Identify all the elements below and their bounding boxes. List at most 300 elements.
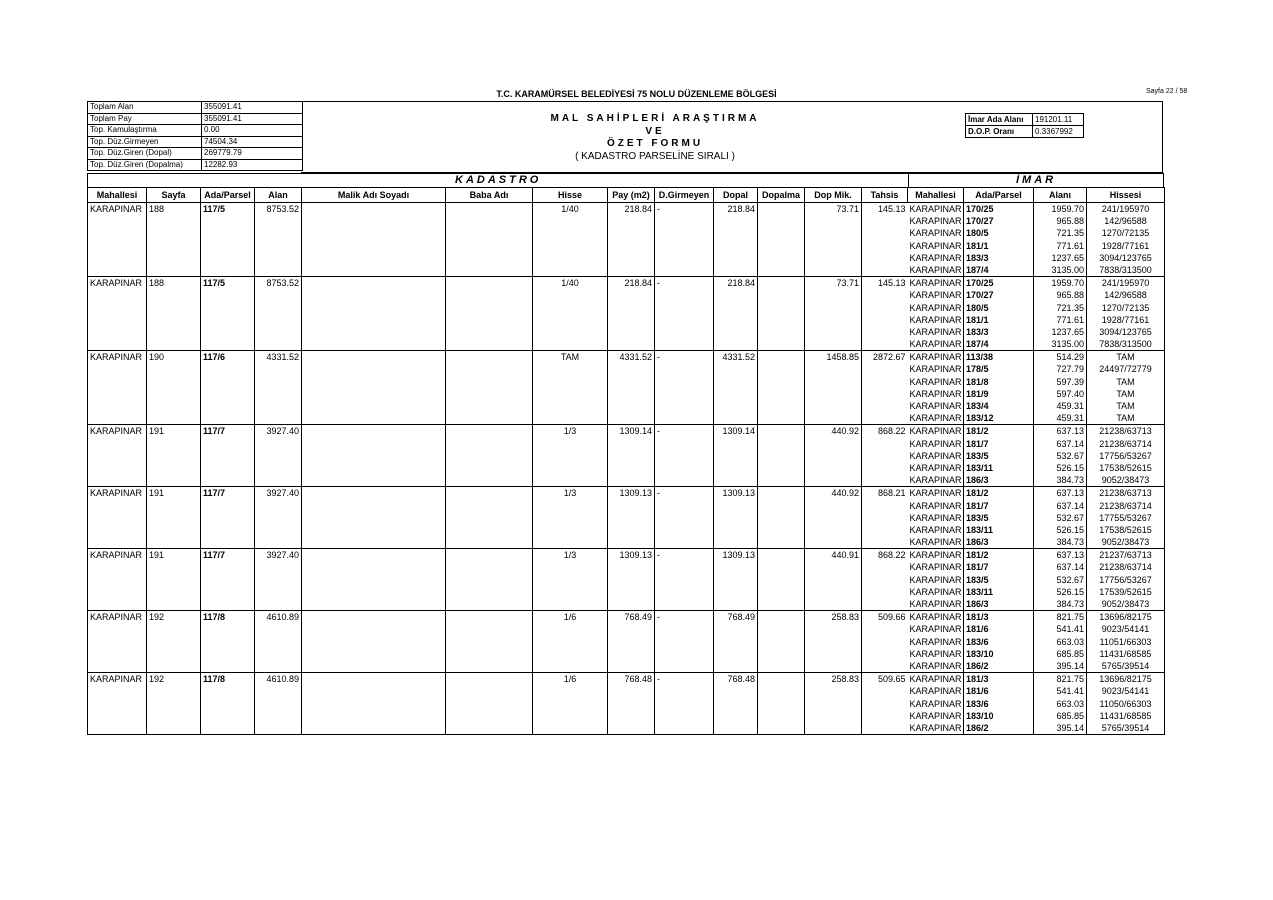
dopalma-cell (758, 462, 805, 474)
tahsis-cell (862, 289, 908, 301)
ada-parsel-cell (201, 685, 255, 697)
imar-mahalle-cell: KARAPINAR (909, 302, 962, 313)
imar-hisse-cell: 17539/52615 (1087, 586, 1165, 598)
pay-cell (608, 722, 655, 735)
dop-mik-cell (805, 636, 862, 648)
summary-table (87, 101, 303, 171)
table-row (88, 351, 1165, 364)
table-row (88, 252, 1165, 264)
dopalma-cell (758, 574, 805, 586)
parcel-table (87, 187, 1165, 735)
baba-cell (446, 673, 533, 686)
baba-cell (446, 326, 533, 338)
pay-cell: 218.84 (608, 277, 655, 290)
imar-alan-cell: 526.15 (1034, 586, 1087, 598)
hisse-cell (533, 623, 608, 635)
imar-alan-cell: 637.14 (1034, 438, 1087, 450)
dop-mik-cell: 73.71 (805, 203, 862, 216)
sayfa-cell: 188 (147, 277, 201, 290)
table-row (88, 425, 1165, 438)
hisse-cell (533, 598, 608, 611)
mahalle-cell: KARAPINAR (88, 203, 147, 216)
mahalle-cell: KARAPINAR (88, 351, 147, 364)
imar-info-row (966, 126, 1084, 138)
dopalma-cell (758, 388, 805, 400)
dopal-cell (714, 450, 758, 462)
sayfa-cell (147, 326, 201, 338)
imar-mahalle-cell: KARAPINAR (909, 290, 962, 301)
mahalle-cell: KARAPINAR (88, 673, 147, 686)
pay-cell: 1309.13 (608, 487, 655, 500)
imar-alan-cell: 384.73 (1034, 536, 1087, 549)
dopal-cell: 4331.52 (714, 351, 758, 364)
mahalle-cell (88, 302, 147, 314)
pay-cell: 1309.14 (608, 425, 655, 438)
sayfa-cell (147, 438, 201, 450)
d-girmeyen-cell (655, 438, 714, 450)
mahalle-cell (88, 363, 147, 375)
malik-cell (302, 586, 446, 598)
hisse-cell (533, 698, 608, 710)
dopal-cell (714, 215, 758, 227)
d-girmeyen-cell (655, 561, 714, 573)
imar-ada-parsel-cell: 181/3 (964, 673, 1034, 686)
dop-mik-cell (805, 388, 862, 400)
dopal-cell: 1309.13 (714, 487, 758, 500)
baba-cell (446, 698, 533, 710)
malik-cell (302, 549, 446, 562)
hisse-cell (533, 438, 608, 450)
table-row (88, 549, 1165, 562)
baba-cell (446, 636, 533, 648)
alan-cell (255, 512, 302, 524)
imar-alan-cell: 663.03 (1034, 698, 1087, 710)
ada-parsel-cell (201, 400, 255, 412)
dop-mik-cell (805, 264, 862, 277)
hisse-cell: 1/3 (533, 425, 608, 438)
table-row (88, 536, 1165, 549)
imar-mahalle-cell: KARAPINAR (909, 488, 962, 499)
alan-cell (255, 302, 302, 314)
hisse-cell (533, 388, 608, 400)
dopalma-cell (758, 636, 805, 648)
baba-cell (446, 586, 533, 598)
malik-cell (302, 500, 446, 512)
malik-cell (302, 512, 446, 524)
ada-parsel-cell (201, 660, 255, 673)
dopalma-cell (758, 314, 805, 326)
d-girmeyen-cell (655, 215, 714, 227)
dopalma-cell (758, 722, 805, 735)
mahalle-cell: KARAPINAR (88, 277, 147, 290)
mahalle-cell (88, 636, 147, 648)
dopalma-cell (758, 561, 805, 573)
d-girmeyen-cell: - (655, 203, 714, 216)
tahsis-cell (862, 722, 908, 735)
dopalma-cell (758, 412, 805, 425)
imar-hisse-cell: 1270/72135 (1087, 227, 1165, 239)
ada-parsel-cell (201, 722, 255, 735)
tahsis-cell (862, 500, 908, 512)
alan-cell (255, 598, 302, 611)
tahsis-cell (862, 586, 908, 598)
d-girmeyen-cell (655, 326, 714, 338)
imar-alan-cell: 526.15 (1034, 462, 1087, 474)
dopal-cell (714, 636, 758, 648)
pay-cell (608, 512, 655, 524)
dopal-cell (714, 438, 758, 450)
alan-cell (255, 376, 302, 388)
imar-ada-parsel-cell: 181/2 (964, 487, 1034, 500)
dopalma-cell (758, 660, 805, 673)
pay-cell (608, 660, 655, 673)
table-row (88, 438, 1165, 450)
d-girmeyen-cell: - (655, 673, 714, 686)
baba-cell (446, 314, 533, 326)
tahsis-cell: 868.22 (862, 549, 908, 562)
imar-ada-parsel-cell: 183/11 (964, 462, 1034, 474)
imar-mahalle-cell: KARAPINAR (909, 512, 962, 523)
tahsis-cell (862, 685, 908, 697)
hisse-cell (533, 314, 608, 326)
dop-mik-cell: 440.92 (805, 487, 862, 500)
malik-cell (302, 302, 446, 314)
dopalma-cell (758, 611, 805, 624)
ada-parsel-cell (201, 376, 255, 388)
malik-cell (302, 277, 446, 290)
alan-cell: 3927.40 (255, 549, 302, 562)
sayfa-cell (147, 252, 201, 264)
dop-mik-cell: 440.91 (805, 549, 862, 562)
tahsis-cell (862, 400, 908, 412)
alan-cell (255, 289, 302, 301)
imar-mahalle-cell: KARAPINAR (909, 426, 962, 437)
malik-cell (302, 376, 446, 388)
imar-alan-cell: 3135.00 (1034, 338, 1087, 351)
baba-cell (446, 474, 533, 487)
dopal-cell (714, 326, 758, 338)
sayfa-cell (147, 462, 201, 474)
imar-info-value: 191201.11 (1033, 114, 1084, 126)
malik-cell (302, 203, 446, 216)
hisse-cell: 1/40 (533, 203, 608, 216)
sayfa-cell (147, 660, 201, 673)
dopalma-cell (758, 598, 805, 611)
tahsis-cell (862, 636, 908, 648)
summary-label: Toplam Pay (88, 113, 202, 125)
imar-alan-cell: 685.85 (1034, 648, 1087, 660)
imar-mahalle-cell: KARAPINAR (909, 326, 962, 337)
alan-cell: 8753.52 (255, 203, 302, 216)
imar-ada-parsel-cell: 181/8 (964, 376, 1034, 388)
mahalle-cell (88, 240, 147, 252)
mahalle-cell (88, 215, 147, 227)
dopal-cell (714, 264, 758, 277)
table-row (88, 376, 1165, 388)
hisse-cell (533, 500, 608, 512)
form-title-line3: ÖZET FORMU (606, 138, 704, 149)
baba-cell (446, 512, 533, 524)
pay-cell (608, 524, 655, 536)
malik-cell (302, 598, 446, 611)
d-girmeyen-cell (655, 462, 714, 474)
form-title (460, 113, 850, 163)
tahsis-cell (862, 524, 908, 536)
imar-hisse-cell: 9052/38473 (1087, 598, 1165, 611)
dopal-cell: 1309.14 (714, 425, 758, 438)
imar-info-value: 0.3367992 (1033, 126, 1084, 138)
imar-hisse-cell: 11431/68585 (1087, 648, 1165, 660)
imar-hisse-cell: 21238/63713 (1087, 425, 1165, 438)
dopal-cell (714, 648, 758, 660)
hisse-cell: 1/3 (533, 487, 608, 500)
hisse-cell (533, 722, 608, 735)
alan-cell (255, 623, 302, 635)
pay-cell (608, 240, 655, 252)
dop-mik-cell (805, 215, 862, 227)
mahalle-cell (88, 598, 147, 611)
column-header: Pay (m2) (608, 188, 655, 203)
dop-mik-cell (805, 474, 862, 487)
d-girmeyen-cell (655, 264, 714, 277)
dop-mik-cell (805, 660, 862, 673)
dopal-cell: 218.84 (714, 203, 758, 216)
imar-ada-parsel-cell: 183/11 (964, 524, 1034, 536)
pay-cell (608, 685, 655, 697)
alan-cell (255, 636, 302, 648)
dop-mik-cell (805, 512, 862, 524)
pay-cell (608, 462, 655, 474)
dopalma-cell (758, 203, 805, 216)
imar-info-label: D.O.P. Oranı (966, 126, 1033, 138)
alan-cell (255, 698, 302, 710)
imar-hisse-cell: 1928/77161 (1087, 314, 1165, 326)
imar-ada-parsel-cell: 181/7 (964, 438, 1034, 450)
tahsis-cell (862, 698, 908, 710)
imar-ada-parsel-cell: 181/9 (964, 388, 1034, 400)
mahalle-cell (88, 623, 147, 635)
sayfa-cell (147, 388, 201, 400)
hisse-cell (533, 302, 608, 314)
imar-ada-parsel-cell: 181/7 (964, 561, 1034, 573)
imar-mahalle-cell: KARAPINAR (909, 550, 962, 561)
imar-ada-parsel-cell: 183/3 (964, 326, 1034, 338)
sayfa-cell (147, 598, 201, 611)
tahsis-cell: 868.21 (862, 487, 908, 500)
imar-info-row (966, 114, 1084, 126)
dopalma-cell (758, 698, 805, 710)
imar-mahalle-cell: KARAPINAR (909, 240, 962, 251)
d-girmeyen-cell (655, 685, 714, 697)
imar-hisse-cell: 17756/53267 (1087, 574, 1165, 586)
d-girmeyen-cell (655, 586, 714, 598)
alan-cell (255, 574, 302, 586)
hisse-cell (533, 400, 608, 412)
tahsis-cell (862, 227, 908, 239)
alan-cell (255, 400, 302, 412)
summary-label: Toplam Alan (88, 102, 202, 114)
imar-alan-cell: 821.75 (1034, 673, 1087, 686)
dop-mik-cell (805, 363, 862, 375)
imar-hisse-cell: 17538/52615 (1087, 524, 1165, 536)
dopal-cell (714, 574, 758, 586)
imar-ada-parsel-cell: 183/5 (964, 574, 1034, 586)
column-header: Alanı (1034, 188, 1087, 203)
malik-cell (302, 363, 446, 375)
page-number: Sayfa 22 / 58 (1146, 88, 1188, 95)
sayfa-cell (147, 524, 201, 536)
imar-alan-cell: 637.13 (1034, 549, 1087, 562)
ada-parsel-cell (201, 561, 255, 573)
imar-hisse-cell: 3094/123765 (1087, 252, 1165, 264)
dopalma-cell (758, 338, 805, 351)
tahsis-cell (862, 623, 908, 635)
imar-mahalle-cell: KARAPINAR (909, 204, 962, 214)
mahalle-cell (88, 574, 147, 586)
alan-cell: 8753.52 (255, 277, 302, 290)
imar-mahalle-cell: KARAPINAR (909, 537, 962, 548)
sayfa-cell (147, 722, 201, 735)
imar-ada-parsel-cell: 181/7 (964, 500, 1034, 512)
d-girmeyen-cell (655, 474, 714, 487)
imar-mahalle-cell: KARAPINAR (909, 648, 962, 659)
sayfa-cell (147, 450, 201, 462)
imar-alan-cell: 663.03 (1034, 636, 1087, 648)
d-girmeyen-cell (655, 524, 714, 536)
ada-parsel-cell: 117/7 (201, 425, 255, 438)
sayfa-cell (147, 710, 201, 722)
ada-parsel-cell: 117/5 (201, 203, 255, 216)
dopal-cell (714, 698, 758, 710)
imar-hisse-cell: TAM (1087, 351, 1165, 364)
ada-parsel-cell: 117/6 (201, 351, 255, 364)
sayfa-cell: 191 (147, 425, 201, 438)
mahalle-cell: KARAPINAR (88, 487, 147, 500)
dopal-cell: 1309.13 (714, 549, 758, 562)
table-row (88, 450, 1165, 462)
sayfa-cell (147, 264, 201, 277)
dopalma-cell (758, 500, 805, 512)
malik-cell (302, 289, 446, 301)
sayfa-cell (147, 512, 201, 524)
imar-alan-cell: 1959.70 (1034, 203, 1087, 216)
baba-cell (446, 549, 533, 562)
dopalma-cell (758, 227, 805, 239)
dopal-cell (714, 227, 758, 239)
table-row (88, 524, 1165, 536)
baba-cell (446, 500, 533, 512)
malik-cell (302, 487, 446, 500)
imar-hisse-cell: 1270/72135 (1087, 302, 1165, 314)
imar-mahalle-cell: KARAPINAR (909, 228, 962, 239)
dop-mik-cell (805, 252, 862, 264)
imar-ada-parsel-cell: 187/4 (964, 264, 1034, 277)
hisse-cell (533, 363, 608, 375)
alan-cell: 4610.89 (255, 611, 302, 624)
dopal-cell (714, 710, 758, 722)
baba-cell (446, 289, 533, 301)
ada-parsel-cell (201, 586, 255, 598)
dopalma-cell (758, 252, 805, 264)
malik-cell (302, 710, 446, 722)
imar-mahalle-cell: KARAPINAR (909, 252, 962, 263)
baba-cell (446, 388, 533, 400)
table-row (88, 636, 1165, 648)
hisse-cell (533, 710, 608, 722)
pay-cell (608, 474, 655, 487)
baba-cell (446, 302, 533, 314)
dop-mik-cell (805, 586, 862, 598)
hisse-cell (533, 685, 608, 697)
tahsis-cell (862, 536, 908, 549)
sayfa-cell (147, 376, 201, 388)
malik-cell (302, 648, 446, 660)
imar-ada-parsel-cell: 183/3 (964, 252, 1034, 264)
alan-cell (255, 536, 302, 549)
dop-mik-cell (805, 227, 862, 239)
mahalle-cell (88, 561, 147, 573)
mahalle-cell (88, 685, 147, 697)
column-header: Dop Mik. (805, 188, 862, 203)
imar-mahalle-cell: KARAPINAR (909, 586, 962, 597)
malik-cell (302, 524, 446, 536)
table-row (88, 685, 1165, 697)
baba-cell (446, 351, 533, 364)
sayfa-cell (147, 240, 201, 252)
imar-mahalle-cell: KARAPINAR (909, 636, 962, 647)
ada-parsel-cell (201, 623, 255, 635)
dopalma-cell (758, 450, 805, 462)
section-band (87, 173, 1164, 187)
baba-cell (446, 623, 533, 635)
alan-cell (255, 561, 302, 573)
table-row (88, 512, 1165, 524)
summary-label: Top. Düz.Giren (Dopalma) (88, 159, 202, 171)
alan-cell (255, 450, 302, 462)
dopal-cell (714, 512, 758, 524)
baba-cell (446, 487, 533, 500)
hisse-cell: 1/6 (533, 673, 608, 686)
tahsis-cell: 145.13 (862, 277, 908, 290)
column-header: Hissesi (1087, 188, 1165, 203)
baba-cell (446, 363, 533, 375)
mahalle-cell (88, 438, 147, 450)
mahalle-cell (88, 376, 147, 388)
pay-cell (608, 636, 655, 648)
summary-row (88, 113, 303, 125)
baba-cell (446, 400, 533, 412)
alan-cell: 3927.40 (255, 487, 302, 500)
imar-mahalle-cell: KARAPINAR (909, 710, 962, 721)
alan-cell (255, 722, 302, 735)
imar-hisse-cell: 1928/77161 (1087, 240, 1165, 252)
mahalle-cell (88, 450, 147, 462)
imar-hisse-cell: 11431/68585 (1087, 710, 1165, 722)
table-row (88, 598, 1165, 611)
d-girmeyen-cell: - (655, 351, 714, 364)
mahalle-cell (88, 227, 147, 239)
mahalle-cell (88, 388, 147, 400)
imar-alan-cell: 637.13 (1034, 487, 1087, 500)
dopalma-cell (758, 376, 805, 388)
dopal-cell (714, 376, 758, 388)
pay-cell (608, 598, 655, 611)
summary-row (88, 102, 303, 114)
imar-ada-parsel-cell: 183/5 (964, 512, 1034, 524)
imar-ada-parsel-cell: 181/6 (964, 623, 1034, 635)
dopal-cell: 218.84 (714, 277, 758, 290)
imar-alan-cell: 395.14 (1034, 722, 1087, 735)
